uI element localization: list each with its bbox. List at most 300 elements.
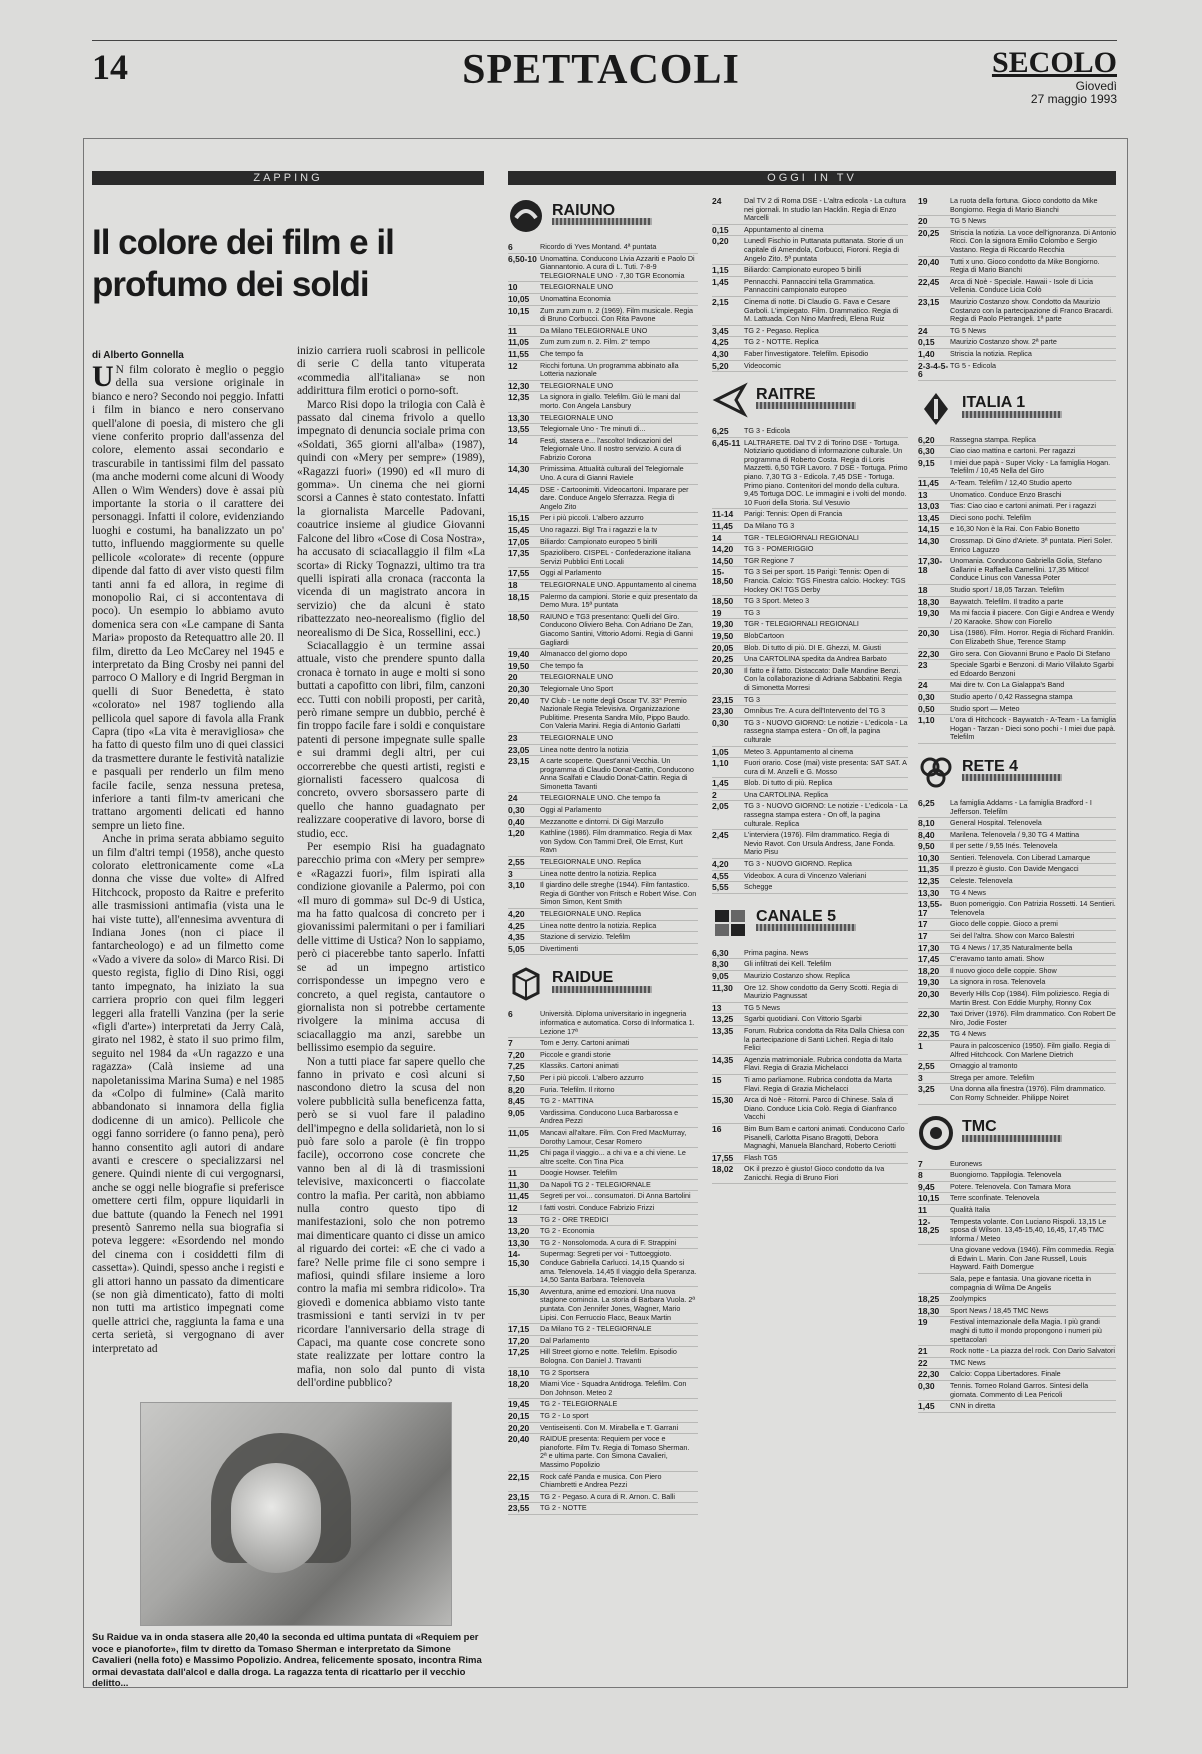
program-time: 19 <box>918 1317 928 1328</box>
program-time: 20 <box>508 672 518 683</box>
program-row <box>712 196 908 225</box>
tv-rubric: OGGI IN TV <box>508 171 1116 185</box>
program-time: 13,55-17 <box>918 899 943 918</box>
program-row <box>508 857 698 869</box>
program-time: 6 <box>508 242 513 252</box>
program-title: Mancavi all'altare. Film. Con Fred MacMurray, Dorothy Lamour, Cesar Romero <box>540 1127 687 1146</box>
program-title: Forum. Rubrica condotta da Rita Dalla Chiesa con la partecipazione di Santi Licheri. Regia di Italo Felici <box>744 1025 905 1053</box>
program-title: Mai dire tv. Con La Gialappa's Band <box>950 680 1065 690</box>
canale5-logo-icon <box>712 904 748 940</box>
program-title: L'interviera (1976). Film drammatico. Regia di Nevio Ravot. Con Ursula Andress, Jane Fonda. Mario Pisu <box>744 830 896 857</box>
program-title: TG 4 News <box>950 887 986 897</box>
program-row <box>508 1191 698 1203</box>
program-row <box>918 478 1116 490</box>
program-time: 18,50 <box>508 611 530 622</box>
program-row <box>712 337 908 349</box>
channel-header-tmc <box>918 1111 1116 1155</box>
program-title: Appuntamento al cinema <box>744 224 824 234</box>
program-time: 11 <box>918 1204 927 1215</box>
program-title: TGR - TELEGIORNALI REGIONALI <box>744 619 859 629</box>
program-time: 10,15 <box>508 305 530 316</box>
program-title: Videocomic <box>744 360 782 370</box>
program-time: 12,30 <box>508 380 530 391</box>
program-row <box>918 899 1116 919</box>
program-row <box>918 501 1116 513</box>
program-title: Da Milano TG 2 - TELEGIORNALE <box>540 1324 652 1334</box>
program-row <box>918 585 1116 597</box>
program-row <box>918 490 1116 502</box>
program-title: Arca di Noè - Speciale. Hawaii - Isole di Licia Vellenia. Conduce Licia Colò <box>950 276 1094 295</box>
program-time: 23 <box>508 732 518 743</box>
program-row <box>508 661 698 673</box>
program-row <box>712 608 908 620</box>
program-row <box>508 282 698 294</box>
program-title: General Hospital. Telenovela <box>950 818 1042 828</box>
program-time: 18,25 <box>918 1294 940 1305</box>
program-title: Tennis. Torneo Roland Garros. Sintesi della giornata. Commento di Lea Pericoli <box>950 1381 1089 1399</box>
program-row <box>508 880 698 909</box>
program-title: Una giovane vedova (1946). Film commedia. Regia di Edwin L. Marin. Con Jane Russell, Louis Hayward. Faith Domergue <box>950 1245 1114 1272</box>
program-time: 8,40 <box>918 829 935 840</box>
program-time: 10,15 <box>918 1193 940 1204</box>
program-row <box>712 778 908 790</box>
program-time: 24 <box>918 680 928 691</box>
program-time: 15,30 <box>712 1095 734 1106</box>
program-time: 17,30 <box>918 942 940 953</box>
program-time: 20,25 <box>712 654 734 665</box>
program-time: 18,30 <box>918 596 940 607</box>
program-row <box>712 1055 908 1075</box>
program-title: TV Club - Le notte degli Oscar TV. 33° Premio Nazionale Regia Televisiva. Organizzazione Publitime. Presenta Sandra Milo, Pippo Baudo. Con Valeria Marini. Regia di Antonio Garlatti <box>540 695 690 731</box>
program-row <box>918 1061 1116 1073</box>
photo-face <box>231 1463 321 1573</box>
program-time: 17,35 <box>508 548 530 559</box>
program-time: 7,20 <box>508 1049 525 1060</box>
program-time: 20,30 <box>508 683 530 694</box>
program-row <box>712 959 908 971</box>
program-row <box>508 381 698 393</box>
program-title: Una CARTOLINA. Replica <box>744 789 829 799</box>
program-title: TELEGIORNALE UNO. Appuntamento al cinema <box>540 580 697 589</box>
program-row <box>918 680 1116 692</box>
program-time: 9,05 <box>508 1107 525 1118</box>
program-title: Telegiornale Uno Sport <box>540 683 614 693</box>
program-time: 17,30-18 <box>918 556 943 575</box>
program-time: 17 <box>918 931 928 942</box>
program-time: 20,20 <box>508 1422 530 1433</box>
program-time: 8,20 <box>508 1084 525 1095</box>
program-title: Il nuovo gioco delle coppie. Show <box>950 965 1057 975</box>
program-row <box>508 1085 698 1097</box>
program-title: Zoolympics <box>950 1294 987 1304</box>
program-time: 0,30 <box>918 691 935 702</box>
program-title: TGR Regione 7 <box>744 555 794 565</box>
program-row <box>712 567 908 596</box>
photo-caption: Su Raidue va in onda stasera alle 20,40 la seconda ed ultima puntata di «Requiem per voce e pianoforte», film tv diretto da Tomaso Sherman e interpretato da Simone Cavalieri (nella foto) e Massimo Popolizio. Andrea, felicemente sposato, incontra Rima ormai devastata dall'alcol e dalla droga. La ragazza tenta di ricattarlo per il vecchio delitto... <box>92 1632 482 1689</box>
program-time <box>918 1246 950 1272</box>
program-time: 4,20 <box>712 859 729 870</box>
program-title: Taxi Driver (1976). Film drammatico. Con Robert De Niro, Jodie Foster <box>950 1009 1116 1027</box>
program-time: 22 <box>918 1357 928 1368</box>
program-title: Stazione di servizio. Telefilm <box>540 932 631 942</box>
program-title: Unomania. Conducono Gabriella Golia, Stefano Gallarini e Raffaella Camellini. 17,35 Mitico! Conduce Linus con Vanessa Poter <box>950 556 1102 583</box>
page-number: 14 <box>92 47 128 87</box>
program-time: 23,15 <box>508 756 530 767</box>
program-row <box>918 966 1116 978</box>
program-row <box>712 718 908 747</box>
program-time: 23,15 <box>918 296 940 307</box>
masthead <box>992 46 1117 106</box>
program-title: Divertimenti <box>540 943 578 953</box>
program-title: Terre sconfinate. Telenovela <box>950 1193 1040 1203</box>
program-row <box>712 1124 908 1153</box>
program-time: 23,30 <box>712 706 734 717</box>
program-row <box>712 544 908 556</box>
program-row <box>712 801 908 830</box>
program-time: 11,35 <box>918 864 939 875</box>
program-title: Ore 12. Show condotto da Gerry Scotti. Regia di Maurizio Pagnussat <box>744 982 898 1001</box>
program-row <box>918 660 1116 680</box>
program-row <box>918 1274 1116 1294</box>
raitre-program-list <box>712 426 908 894</box>
program-time: 23,15 <box>508 1491 530 1502</box>
program-time: 1,15 <box>712 265 729 276</box>
program-row <box>712 695 908 707</box>
program-title: Supermag: Segreti per voi - Tuttoeggioto. Conduce Gabriella Carlucci. 14,15 Quando si ama. Telenovela. 14,45 Il viaggio della Speranza. 14,50 Santa Barbara. Telenovela <box>540 1249 697 1285</box>
program-time: 20 <box>918 216 928 227</box>
program-title: Università. Diploma universitario in ingegneria informatica e automatica. Corso di Informatica 1. Lezione 17ª <box>540 1009 695 1036</box>
program-title: Studio sport — Meteo <box>950 703 1020 713</box>
program-row <box>508 337 698 349</box>
program-row <box>918 1306 1116 1318</box>
program-title: Oggi al Parlamento <box>540 568 602 578</box>
program-time: 17,45 <box>918 954 940 965</box>
program-time: 11,05 <box>508 1127 529 1138</box>
program-time: 15,30 <box>508 1286 530 1297</box>
program-title: Studio sport / 18,05 Tarzan. Telefilm <box>950 585 1064 594</box>
program-row <box>918 876 1116 888</box>
program-row <box>508 1238 698 1250</box>
program-row <box>712 1075 908 1095</box>
channel-header-rete4 <box>918 750 1116 794</box>
program-time: 14 <box>508 435 518 446</box>
program-title: La signora in giallo. Telefilm. Giù le mani dal morto. Con Angela Lansbury <box>540 392 681 410</box>
program-title: Unomatico. Conduce Enzo Braschi <box>950 489 1062 499</box>
program-row <box>508 1368 698 1380</box>
program-row <box>918 798 1116 818</box>
program-title: DSE - Cartoonimiti. Videocartoni. Imparare per dare. Conduce Angelo Sferrazza. Regia di Angelo Zito <box>540 484 689 511</box>
program-title: L'ora di Hitchcock - Baywatch - A-Team - La famiglia Hogan - Tarzan - Dieci sono pochi - I miei due papà. Telefilm <box>950 715 1116 742</box>
program-title: Giro sera. Con Giovanni Bruno e Paolo Di Stefano <box>950 648 1111 658</box>
program-title: Parigi: Tennis: Open di Francia <box>744 509 843 519</box>
program-row <box>918 524 1116 536</box>
program-row <box>918 1041 1116 1061</box>
canale5-evening-program-list <box>918 196 1116 381</box>
article-byline: di Alberto Gonnella <box>92 350 184 361</box>
program-time: 14,50 <box>712 555 734 566</box>
program-row <box>508 1180 698 1192</box>
program-time: 5,55 <box>712 882 729 893</box>
program-row <box>508 580 698 592</box>
canale5-program-list <box>712 948 908 1185</box>
program-row <box>918 1358 1116 1370</box>
program-title: Crossmap. Di Gino d'Ariete. 3ª puntata. Pieri Soler. Enrico Laguzzo <box>950 536 1113 554</box>
program-title: Lunedì Fischio in Puttanata puttanata. Storie di un capitale di Amendola, Corbucci, Fioroni. Regia di Angelo Zito. 5ª puntata <box>744 236 904 263</box>
program-title: TGR - TELEGIORNALI REGIONALI <box>744 532 859 542</box>
program-row <box>918 446 1116 458</box>
program-time: 13,03 <box>918 501 940 512</box>
program-row <box>918 1029 1116 1041</box>
program-row <box>712 619 908 631</box>
program-title: TG 2 - ORE TREDICI <box>540 1214 609 1224</box>
program-row <box>508 1096 698 1108</box>
program-row <box>918 704 1116 716</box>
program-time: 14 <box>712 532 722 543</box>
program-row <box>508 254 698 283</box>
rete4-logo-icon <box>918 754 954 790</box>
program-title: Gioco delle coppie. Gioco a premi <box>950 919 1058 929</box>
article-paragraph: Sciacallaggio è un termine assai attuale, visto che prendere spunto dalla cronaca è tornato in auge e molti si sono buttati a capofitto con libri, film, canzoni ecc. Tutti con nobili proposti, per carità, però rimane sempre un dubbio, perché è fin troppo facile fare i soldi e conquistare patenti di persone impegnate sulle spalle e sui drammi degli altri, per cui occorrerebbe che questi artisti, registi e giornalisti facessero qualcosa di concreto, ovvero sborsassero parte di quello che hanno guadagnato per realizzare cooperative di lavoro, borse di studio, ecc. <box>297 639 485 840</box>
program-row <box>918 1346 1116 1358</box>
program-title: Sgarbi quotidiani. Con Vittorio Sgarbi <box>744 1014 862 1024</box>
program-row <box>918 864 1116 876</box>
program-row <box>918 830 1116 842</box>
program-time: 11,05 <box>508 337 529 348</box>
program-row <box>918 1217 1116 1246</box>
italia1-logo-icon <box>918 391 954 427</box>
program-time <box>918 1275 950 1292</box>
program-row <box>712 236 908 265</box>
program-row <box>712 361 908 373</box>
tv-column-3 <box>918 196 1116 1688</box>
program-title: Per i più piccoli. L'albero azzurro <box>540 1072 644 1082</box>
program-time: 23,55 <box>508 1503 530 1514</box>
program-time: 12-18,25 <box>918 1216 940 1236</box>
program-title: Kathline (1986). Film drammatico. Regia di Max von Sydow. Con Tammi Dreil, Ole Ernst, Kurt Ravn <box>540 828 692 855</box>
program-time: 18,02 <box>712 1164 734 1175</box>
program-title: Speciale Sgarbi e Benzoni. di Mario Villaluto Sgarbi ed Edoardo Benzoni <box>950 660 1114 678</box>
program-row <box>508 413 698 425</box>
program-time: 24 <box>712 196 722 206</box>
program-title: TG 3 Sport. Meteo 3 <box>744 596 810 606</box>
program-title: Blob. Di tutto di più. Replica <box>744 778 833 788</box>
program-title: TG 4 News / 17,35 Naturalmente bella <box>950 942 1073 952</box>
program-time: 12 <box>508 1203 518 1214</box>
channel-header-italia1 <box>918 387 1116 431</box>
program-time: 19,50 <box>712 630 734 641</box>
program-title: TG 3 - NUOVO GIORNO. Replica <box>744 859 852 869</box>
raidue-program-list <box>508 1009 698 1515</box>
program-time: 13,25 <box>712 1014 734 1025</box>
program-title: Furia. Telefilm. Il ritorno <box>540 1084 615 1094</box>
program-title: Euronews <box>950 1158 982 1168</box>
masthead-date: 27 maggio 1993 <box>1030 92 1117 106</box>
program-title: Rock café Panda e musica. Con Piero Chiambretti e Andrea Pezzi <box>540 1471 662 1490</box>
program-title: Potere. Telenovela. Con Tamara Mora <box>950 1181 1071 1191</box>
program-time: 0,20 <box>712 236 729 247</box>
program-row <box>918 715 1116 744</box>
program-title: TG 2 - NOTTE. Replica <box>744 337 819 347</box>
program-time: 13,30 <box>508 412 530 423</box>
program-time: 2,15 <box>712 296 729 307</box>
program-row <box>508 1492 698 1504</box>
program-title: Ricchi fortuna. Un programma abbinato alla Lotteria nazionale <box>540 360 679 379</box>
program-title: Che tempo fa <box>540 660 584 670</box>
program-title: TG 2 - MATTINA <box>540 1096 594 1106</box>
program-row <box>918 931 1116 943</box>
program-row <box>508 361 698 381</box>
program-row <box>712 666 908 695</box>
program-time: 14,35 <box>712 1054 734 1065</box>
program-title: TMC News <box>950 1357 986 1367</box>
program-time: 19 <box>918 196 928 206</box>
program-title: Unomattina Economia <box>540 293 611 303</box>
channel-strip <box>962 411 1062 418</box>
program-row <box>918 1205 1116 1217</box>
raitre-logo-icon <box>712 382 748 418</box>
masthead-name: SECOLO <box>991 46 1117 79</box>
program-row <box>712 882 908 894</box>
program-title: Spaziolibero. CISPEL - Confederazione italiana Servizi Pubblici Enti Locali <box>540 548 691 566</box>
program-row <box>918 919 1116 931</box>
program-row <box>712 277 908 297</box>
program-title: Striscia la notizia. Replica <box>950 348 1032 358</box>
program-title: Linea notte dentro la notizia. Replica <box>540 920 657 930</box>
program-row <box>508 793 698 805</box>
program-title: Zum zum zum n. 2 (1969). Film musicale. Regia di Bruno Corbucci. Con Rita Pavone <box>540 305 693 324</box>
program-time: 7,50 <box>508 1072 525 1083</box>
program-title: Lisa (1986). Film. Horror. Regia di Richard Franklin. Con Elizabeth Shue, Terence Stamp <box>950 628 1115 646</box>
program-time: 6 <box>508 1009 513 1020</box>
program-row <box>712 1026 908 1055</box>
program-time: 18,20 <box>918 965 940 976</box>
program-row <box>508 1434 698 1471</box>
program-time: 0,15 <box>918 337 935 348</box>
program-time: 3 <box>918 1072 923 1083</box>
program-row <box>508 1168 698 1180</box>
program-time: 10,05 <box>508 293 530 304</box>
program-row <box>712 438 908 510</box>
program-row <box>508 592 698 612</box>
program-title: La ruota della fortuna. Gioco condotto da Mike Bongiorno. Regia di Mario Bianchi <box>950 196 1098 214</box>
program-title: Sentieri. Telenovela. Con Liberad Lamarque <box>950 852 1091 862</box>
article-column-1 <box>92 364 284 1389</box>
program-title: Strega per amore. Telefilm <box>950 1072 1035 1082</box>
program-time: 8,45 <box>508 1096 525 1107</box>
program-row <box>508 909 698 921</box>
program-row <box>508 1050 698 1062</box>
program-time: 19,30 <box>712 619 734 630</box>
program-row <box>712 654 908 666</box>
program-time: 19,30 <box>918 977 940 988</box>
program-row <box>918 853 1116 865</box>
program-title: Il prezzo è giusto. Con Davide Mengacci <box>950 864 1079 874</box>
program-title: I miei due papà - Super Vicky - La famiglia Hogan. Telefilm / 10,45 Nella del Giro <box>950 457 1111 476</box>
program-time: 6,30 <box>918 446 935 457</box>
program-time: 17,05 <box>508 536 530 547</box>
program-time: 15 <box>712 1074 722 1085</box>
program-title: Mezzanotte e dintorni. Di Gigi Marzullo <box>540 816 664 826</box>
program-title: Sala, pepe e fantasia. Una giovane ricetta in compagnia di Wilma De Angelis <box>950 1274 1092 1292</box>
program-time: 10,30 <box>918 852 940 863</box>
dropcap: U <box>92 364 114 393</box>
program-title: Rock notte - La piazza del rock. Con Dario Salvatori <box>950 1346 1115 1356</box>
program-title: Marilena. Telenovela / 9,30 TG 4 Mattina <box>950 829 1080 839</box>
channel-header-raidue <box>508 961 698 1005</box>
program-title: Da Napoli TG 2 - TELEGIORNALE <box>540 1179 651 1189</box>
program-title: Ma mi faccia il piacere. Con Gigi e Andrea e Wendy / 20 Karaoke. Show con Fiorello <box>950 608 1115 626</box>
program-row <box>508 1411 698 1423</box>
program-time: 7 <box>918 1158 923 1169</box>
program-row <box>918 196 1116 216</box>
program-time: 16 <box>712 1123 722 1134</box>
raiuno-logo-icon <box>508 198 544 234</box>
program-row <box>918 1401 1116 1413</box>
program-time: 9,45 <box>918 1181 935 1192</box>
program-title: Arca di Noè - Ritorni. Parco di Chinese. Sala di Diano. Conduce Licia Colò. Regia di Gianfranco Vacchi <box>744 1095 897 1122</box>
raiuno-program-list <box>508 242 698 955</box>
tv-column-1 <box>508 188 698 1688</box>
program-title: Striscia la notizia. La voce dell'ignoranza. Di Antonio Ricci. Con la signora Emilio Colombo e Sergio Vastano. Regia di Riccardo Recchia <box>950 227 1116 254</box>
program-row <box>508 326 698 338</box>
program-row <box>918 989 1116 1009</box>
article-paragraph: Per esempio Risi ha guadagnato parecchio prima con «Mery per sempre» e «Ragazzi fuori», film ispirati alla condizione giovanile a Palermo, poi con «Il muro di gomma» sul Dc-9 di Ustica, ma ha fatto qualcosa di concreto per i giovanissimi palermitani o per i familiari delle vittime di Ustica? Non lo sappiamo, però ci piacerebbe tanto saperlo. Infatti se ad un impegno artistico corrispondesse un impegno vero e concreto, a quel regista, cantautore o giornalista non si potrebbe certamente rivolgere la minima accusa di sciacallaggio ma anzi, sarebbe un bellissimo esempio da seguire. <box>297 841 485 1055</box>
article-paragraph: N film colorato è meglio o peggio della sua versione originale in bianco e nero? Secondo noi peggio. Infatti i film in bianco e nero conservano quell'alone di poesia, di mistero che gli viene conferito proprio dall'assenza del colore, elemento assai secondario e trascurabile in tantissimi film del passato (ma anche moderni come alcuni di Woody Allen o Wim Wenders) dove è assai più importante la storia o il carattere dei personaggi. Infatti il colore, evidenziando luoghi e costumi, ha banalizzato un po' tutto, influendo maggiormente su quelle pellicole «colorate» di recente (oppure dipende dal fatto di aver visto questi film tanti anni fa ed allora, in regime di monopolio Rai, ci si accontentava di poco). Un esempio lo abbiamo avuto domenica sera con «Le campane di Santa Maria» proposto da Retequattro alle 20. Il film, diretto da Leo McCarey nel 1945 e interpretato da Bing Crosby nei panni del parroco O Mallory e di Ingrid Bergman in quelli di Suor Benedetta, è stato «colorato» nel 1987 togliendo alla pellicola quel sapore di favola alla Frank Capra (tipo «La vita è meravigliosa» che ha fatto di questo film uno di quei classici da trasmettere durante le festività natalizie e pasquali per renderlo un film meno facile facile, senza nessuna pretesa, inferiore a tanti film-tv americani che trattano argomenti delicati ed hanno sempre un lieto fine. <box>92 364 284 832</box>
program-title: Biliardo: Campionato europeo 5 birilli <box>540 536 658 546</box>
program-title: Oggi al Parlamento <box>540 805 602 815</box>
program-title: Piccole e grandi storie <box>540 1049 611 1059</box>
program-row <box>918 1009 1116 1029</box>
program-row <box>508 1009 698 1038</box>
program-time: 13,45 <box>918 512 940 523</box>
program-title: Zum zum zum n. 2. Film. 2° tempo <box>540 337 650 347</box>
program-time: 23,15 <box>712 694 734 705</box>
program-row <box>712 1014 908 1026</box>
program-time: 9,05 <box>712 971 729 981</box>
program-title: Ventiseisenti. Con M. Mirabella e T. Garrani <box>540 1422 679 1432</box>
program-title: Hill Street giorno e notte. Telefilm. Episodio Bologna. Con Daniel J. Travanti <box>540 1347 677 1365</box>
program-time: 19,30 <box>918 608 940 619</box>
program-row <box>918 628 1116 648</box>
program-time: 17,25 <box>508 1347 530 1358</box>
program-time: 3,25 <box>918 1084 935 1095</box>
program-row <box>508 1038 698 1050</box>
program-time: 13,30 <box>918 887 940 898</box>
program-time: 1,20 <box>508 828 525 839</box>
tv-column-2 <box>712 196 908 1688</box>
program-row <box>918 1193 1116 1205</box>
program-title: Una CARTOLINA spedita da Andrea Barbato <box>744 654 887 664</box>
program-title: Ti amo parliamone. Rubrica condotta da Marta Flavi. Regia di Grazia Michelacci <box>744 1074 892 1093</box>
program-time: 5,05 <box>508 943 525 954</box>
program-time: 9,50 <box>918 841 935 852</box>
program-title: Celeste. Telenovela <box>950 876 1013 886</box>
program-title: RAIUNO e TG3 presentano: Quelli del Giro. Conducono Oliviero Beha. Con Adriano De Zan, Giacomo Santini, Vittorio Adorni. Regia di Ganni Gagliardi <box>540 611 694 647</box>
program-title: Gli infiltrati dei Kell. Telefilm <box>744 959 832 969</box>
program-time: 11,45 <box>918 478 939 489</box>
program-time: 20,05 <box>712 642 734 653</box>
program-title: Linea notte dentro la notizia. Replica <box>540 868 657 878</box>
program-time: 14,20 <box>712 544 734 555</box>
program-row <box>508 1503 698 1515</box>
program-time: 7,25 <box>508 1061 525 1072</box>
program-row <box>508 745 698 757</box>
article-paragraph: Anche in prima serata abbiamo seguito un film d'altri tempi (1958), anche questo colorato elettronicamente come «La donna che visse due volte» di Alfred Hitchcock, proposto da Raitre e preferito alle trasmissioni antimafia (vista una le hai viste tutte), all'ennesima avventura di Indiana Jones (non ci piace il fantarcheologo) e ad un filmetto come «Vado a vivere da solo» di Marco Risi. Di questo regista, figlio di Dino Risi, oggi tanto impegnato, ha iniziato la sua carriera proprio con quei film leggeri leggeri alla fratelli Vanzina (per la serie «figli d'arte») interpretati da Jerry Calà, girato nel 1982, è stato il suo primo film, seguito nel 1984 da «Un ragazzo e una ragazza» (Calà insieme ad una napoletanissima Marina Suma) e nel 1985 da «Colpo di fulmine» (Calà marito abbandonato si innamora della figlia dodicenne di un amico). Pellicole che oggi fanno sorridere (o fanno pena), però hanno consentito agli autori di andare avanti e crescere o specializzarsi nel genere. Quindi niente di cui vergognarsi, anche se oggi nelle biografie si preferisce omettere certi film, oppure liquidarli in due battute (quando la Fenech nel 1991 presentò Sanremo nella sua biografia si poteva leggere: «Esordendo nel mondo del cinema con i cosiddetti film di cassetta»). Quindi, spesso anche i registi e gli attori hanno un passato da dimenticare (se non già dimenticato), fatto di molti non tutti ma artistico impegnati come quelle attrici che, raggiunta la fama e una certa serietà, si vergognano di aver interpretato ad <box>92 833 284 1355</box>
program-time: 5,20 <box>712 360 729 371</box>
program-time: 6,25 <box>918 797 935 808</box>
program-row <box>508 1108 698 1128</box>
program-time: 2-3-4-5-6 <box>918 360 949 380</box>
